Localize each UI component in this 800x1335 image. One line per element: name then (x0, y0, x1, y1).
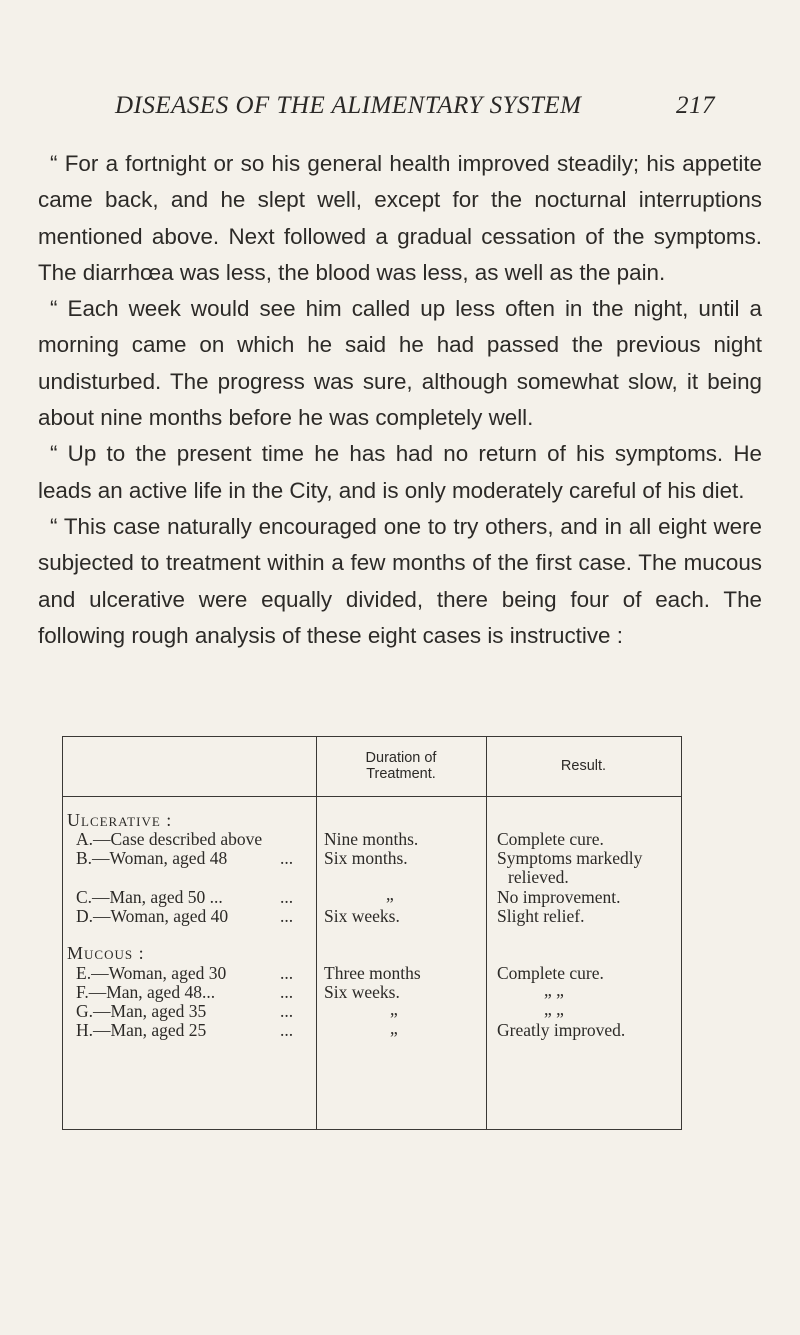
case-label: E.—Woman, aged 30 (76, 963, 227, 983)
duration-cell: Six months. (324, 848, 408, 868)
case-label: A.—Case described above (76, 829, 263, 849)
group-label-ulcerative: Ulcerative : (67, 810, 173, 830)
group-label-mucous: Mucous : (67, 943, 145, 963)
duration-cell: Six weeks. (324, 982, 400, 1002)
duration-cell: Three months (324, 963, 421, 983)
ditto-mark: „ „ (544, 980, 564, 1000)
col-header-duration-line2: Treatment. (366, 766, 436, 782)
result-cell: Complete cure. (497, 963, 604, 983)
col-header-duration (316, 750, 486, 782)
paragraph: “ For a fortnight or so his general health improved steadily; his appetite came back, and he slept well, except for the nocturnal interruptions mentioned above. Next followed a gradual cessation of the symptoms. The diarrhœa was less, the blood was less, as well as the pain. (38, 151, 762, 285)
col-header-duration-line1: Duration of (365, 750, 437, 766)
leader-dots: ... (280, 906, 294, 926)
leader-dots: ... (280, 887, 294, 907)
body-text (38, 146, 762, 654)
result-cell: Slight relief. (497, 906, 585, 926)
table-rule-top (62, 736, 682, 737)
paragraph: “ Up to the present time he has had no return of his symptoms. He leads an active life in the City, and is only moderately careful of his diet. (38, 441, 762, 503)
paragraph: “ This case naturally encouraged one to try others, and in all eight were subjected to treatment within a few months of the first case. The mucous and ulcerative were equally divided, there being four of each. The following rough analysis of these eight cases is instructive : (38, 513, 762, 648)
paragraph: “ Each week would see him called up less often in the night, until a morning came on which he said he had passed the previous night undisturbed. The progress was sure, although somewhat slow, it being about nine months before he was completely well. (38, 296, 762, 431)
running-title: DISEASES OF THE ALIMENTARY SYSTEM (115, 92, 582, 119)
result-cell: Symptoms markedly (497, 848, 643, 868)
page-number: 217 (676, 92, 715, 119)
duration-cell: Nine months. (324, 829, 419, 849)
leader-dots: ... (280, 963, 294, 983)
table-rule-bottom (62, 1129, 682, 1130)
ditto-mark: „ „ (544, 999, 564, 1019)
duration-cell: Six weeks. (324, 906, 400, 926)
leader-dots: ... (280, 1001, 294, 1021)
case-label: F.—Man, aged 48... (76, 982, 216, 1002)
case-label: D.—Woman, aged 40 (76, 906, 229, 926)
ditto-mark: „ (386, 884, 394, 904)
case-label: G.—Man, aged 35 (76, 1001, 207, 1021)
result-cell: No improvement. (497, 887, 621, 907)
ditto-mark: „ (390, 999, 398, 1019)
case-label: C.—Man, aged 50 ... (76, 887, 223, 907)
result-cell: Greatly improved. (497, 1020, 626, 1040)
col-header-result: Result. (560, 758, 607, 774)
leader-dots: ... (280, 1020, 294, 1040)
ditto-mark: „ (390, 1018, 398, 1038)
case-label: H.—Man, aged 25 (76, 1020, 207, 1040)
result-cell: Complete cure. (497, 829, 604, 849)
table-rule-header (62, 796, 682, 797)
leader-dots: ... (280, 848, 294, 868)
leader-dots: ... (280, 982, 294, 1002)
running-header (115, 92, 715, 126)
result-cell-continued: relieved. (508, 867, 569, 887)
case-label: B.—Woman, aged 48 (76, 848, 228, 868)
case-analysis-table (62, 736, 682, 1130)
